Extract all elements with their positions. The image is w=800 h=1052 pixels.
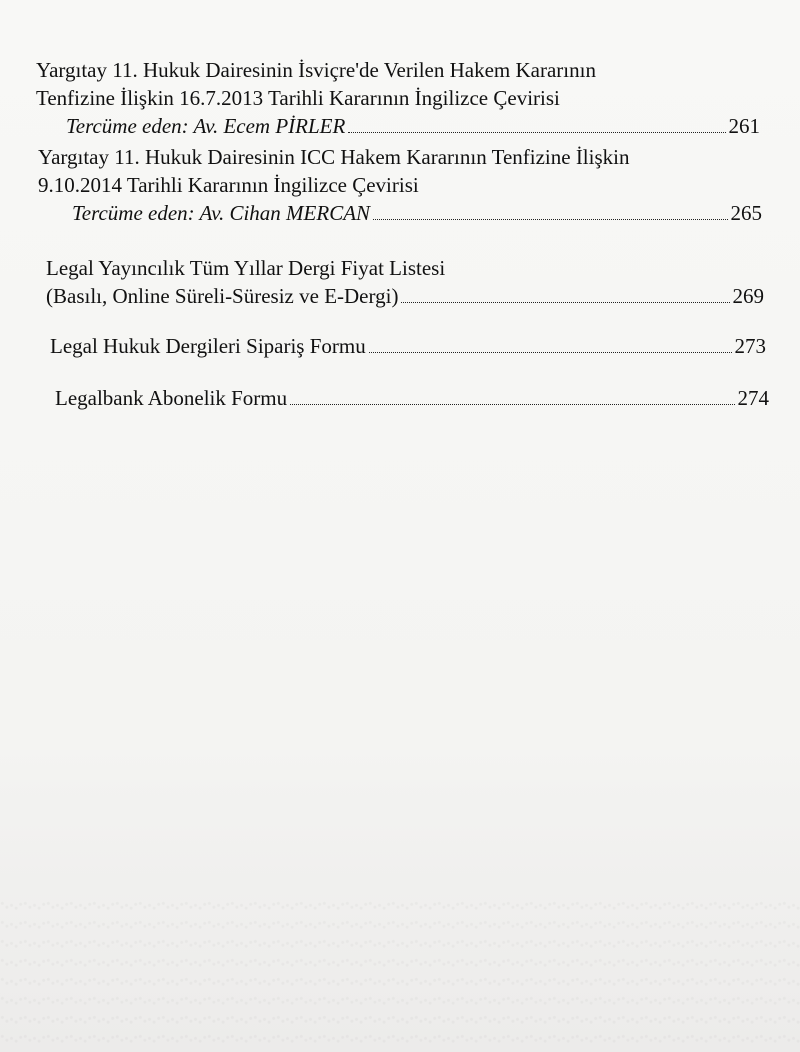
toc-entry-leader-row: [38, 199, 762, 227]
toc-entry[interactable]: [36, 56, 760, 140]
toc-entry-title-line: 9.10.2014 Tarihli Kararının İngilizce Çevirisi: [38, 173, 419, 197]
toc-entry[interactable]: [55, 384, 769, 412]
toc-entry-page-number: 274: [737, 386, 769, 410]
toc-entry-title-line: Legal Yayıncılık Tüm Yıllar Dergi Fiyat Listesi: [46, 256, 446, 280]
toc-entry-title-line: Yargıtay 11. Hukuk Dairesinin İsviçre'de Verilen Hakem Kararının: [36, 58, 596, 82]
toc-entry-page-number: 273: [734, 334, 766, 358]
dot-leader: [290, 403, 734, 405]
toc-entry[interactable]: [38, 143, 762, 227]
toc-entry-title-line: Yargıtay 11. Hukuk Dairesinin ICC Hakem Kararının Tenfizine İlişkin: [38, 145, 630, 169]
toc-entry-leader-row: [36, 112, 760, 140]
toc-entry-title-line: Legal Hukuk Dergileri Sipariş Formu: [50, 334, 366, 358]
toc-entry-page-number: 269: [732, 284, 764, 308]
toc-entry-title-line: Tenfizine İlişkin 16.7.2013 Tarihli Kararının İngilizce Çevirisi: [36, 86, 560, 110]
toc-entry-translator: Tercüme eden: Av. Ecem PİRLER: [66, 114, 346, 138]
toc-entry-title-line: Legalbank Abonelik Formu: [55, 386, 288, 410]
toc-entry-leader-row: [55, 384, 769, 412]
toc-entry-leader-row: [50, 332, 766, 360]
toc-entry-translator: Tercüme eden: Av. Cihan MERCAN: [72, 201, 371, 225]
toc-entry[interactable]: [46, 254, 764, 310]
toc-entry-leader-row: [46, 282, 764, 310]
toc-entry[interactable]: [50, 332, 766, 360]
toc-entry-page-number: 261: [728, 114, 760, 138]
dot-leader: [348, 131, 725, 133]
dot-leader: [401, 301, 729, 303]
dot-leader: [369, 351, 732, 353]
toc-entry-title-line: (Basılı, Online Süreli-Süresiz ve E-Dergi): [46, 284, 399, 308]
dot-leader: [373, 218, 727, 220]
toc-entry-page-number: 265: [730, 201, 762, 225]
